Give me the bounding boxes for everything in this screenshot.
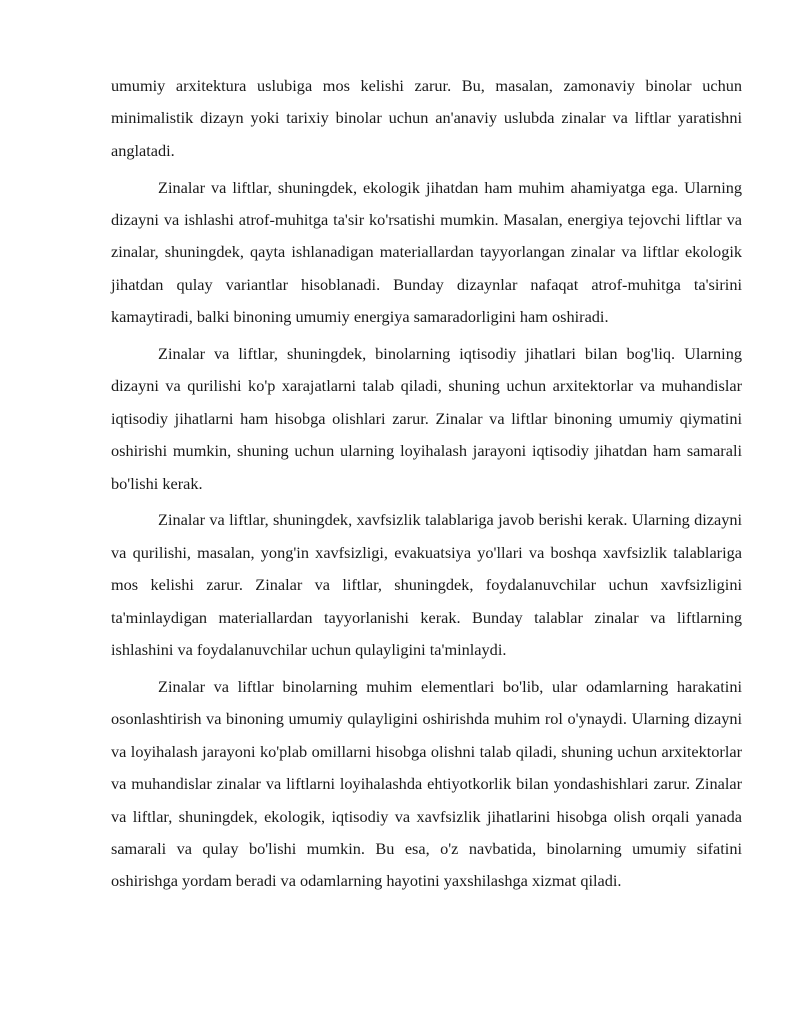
paragraph-5: Zinalar va liftlar binolarning muhim elementlari bo'lib, ular odamlarning harakatini osonlashtirish va binoning umumiy qulayligini oshirishda muhim rol o'ynaydi. Ularning dizayni va loyihalash jarayoni ko'plab omillarni hisobga olishni talab qiladi, shuning uchun arxitektorlar va muhandislar zinalar va liftlarni loyihalashda ehtiyotkorlik bilan yondashishlari zarur. Zinalar va liftlar, shuningdek, ekologik, iqtisodiy va xavfsizlik jihatlarini hisobga olish orqali yanada samarali va qulay bo'lishi mumkin. Bu esa, o'z navbatida, binolarning umumiy sifatini oshirishga yordam beradi va odamlarning hayotini yaxshilashga xizmat qiladi.	[111, 676, 742, 891]
paragraph-4: Zinalar va liftlar, shuningdek, xavfsizlik talablariga javob berishi kerak. Ularning dizayni va qurilishi, masalan, yong'in xavfsizligi, evakuatsiya yo'llari va boshqa xavfsizlik talablariga mos kelishi zarur. Zinalar va liftlar, shuningdek, foydalanuvchilar uchun xavfsizligini ta'minlaydigan materiallardan tayyorlanishi kerak. Bunday talablar zinalar va liftlarning ishlashini va foydalanuvchilar uchun qulayligini ta'minlaydi.	[111, 510, 742, 660]
paragraph-2: Zinalar va liftlar, shuningdek, ekologik jihatdan ham muhim ahamiyatga ega. Ularning dizayni va ishlashi atrof-muhitga ta'sir ko'rsatishi mumkin. Masalan, energiya tejovchi liftlar va zinalar, shuningdek, qayta ishlanadigan materiallardan tayyorlangan zinalar va liftlar ekologik jihatdan qulay variantlar hisoblanadi. Bunday dizaynlar nafaqat atrof-muhitga ta'sirini kamaytiradi, balki binoning umumiy energiya samaradorligini ham oshiradi.	[111, 177, 742, 327]
paragraph-1: umumiy arxitektura uslubiga mos kelishi zarur. Bu, masalan, zamonaviy binolar uchun minimalistik dizayn yoki tarixiy binolar uchun an'anaviy uslubda zinalar va liftlar yaratishni anglatadi.	[111, 76, 742, 160]
paragraph-3: Zinalar va liftlar, shuningdek, binolarning iqtisodiy jihatlari bilan bog'liq. Ularning dizayni va qurilishi ko'p xarajatlarni talab qiladi, shuning uchun arxitektorlar va muhandislar iqtisodiy jihatlarni ham hisobga olishlari zarur. Zinalar va liftlar binoning umumiy qiymatini oshirishi mumkin, shuning uchun ularning loyihalash jarayoni iqtisodiy jihatdan ham samarali bo'lishi kerak.	[111, 344, 742, 493]
document-page	[111, 70, 742, 902]
